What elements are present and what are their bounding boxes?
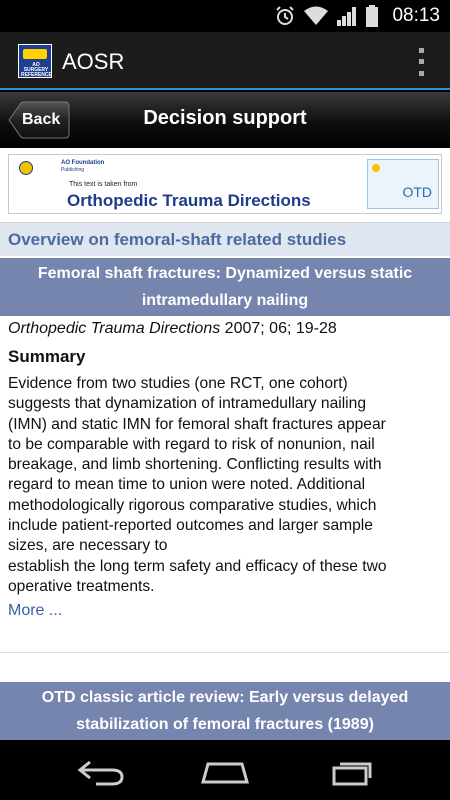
summary-heading: Summary	[8, 347, 86, 366]
back-nav-icon[interactable]	[76, 758, 126, 786]
home-nav-icon[interactable]	[200, 758, 250, 786]
nav-header	[0, 92, 450, 148]
summary-line: to be comparable with regard to risk of nonunion, nail	[8, 435, 375, 453]
divider	[0, 652, 450, 653]
summary-line: establish the long term safety and efficacy of these two	[8, 557, 387, 575]
banner-org: AO Foundation	[61, 160, 105, 166]
status-time: 08:13	[392, 5, 440, 26]
summary-line: methodologically rigorous comparative studies, which	[8, 496, 377, 514]
page-title: Decision support	[143, 107, 307, 129]
system-nav-bar	[0, 740, 450, 800]
app-bar	[0, 32, 450, 90]
journal-banner	[8, 154, 442, 214]
article-title-line: Femoral shaft fractures: Dynamized versus static	[37, 265, 413, 282]
article-title-line: intramedullary nailing	[141, 292, 309, 309]
summary-line: suggests that dynamization of intramedullary nailing	[8, 395, 366, 413]
content-area[interactable]	[0, 148, 450, 740]
banner-publishing: Publishing	[61, 167, 85, 173]
citation-details: 2007; 06; 19-28	[220, 320, 337, 337]
banner-taken-from: This text is taken from	[69, 181, 138, 188]
summary-line: breakage, and limb shortening. Conflicting results with	[8, 456, 382, 474]
journal-cover-image	[367, 159, 439, 209]
app-title: AOSR	[62, 49, 125, 74]
summary-line: operative treatments.	[8, 577, 155, 595]
article-title[interactable]	[0, 682, 450, 740]
ao-foundation-logo-icon	[19, 161, 33, 175]
summary-line: Evidence from two studies (one RCT, one cohort)	[8, 375, 348, 392]
section-header	[0, 222, 450, 256]
summary-line: sizes, are necessary to	[8, 537, 168, 555]
article-title[interactable]	[0, 258, 450, 316]
cover-label: OTD	[402, 184, 432, 200]
recents-nav-icon[interactable]	[328, 758, 378, 786]
article-title-line: OTD classic article review: Early versus delayed	[41, 689, 409, 706]
wifi-icon	[304, 6, 328, 26]
summary-line: regard to mean time to union were noted. Additional	[8, 476, 366, 494]
signal-icon	[336, 6, 358, 26]
back-button-label: Back	[22, 111, 61, 128]
section-header-text: Overview on femoral-shaft related studies	[8, 230, 347, 249]
overflow-menu-icon[interactable]	[414, 45, 428, 79]
banner-journal-title: Orthopedic Trauma Directions	[67, 191, 311, 210]
app-logo: AO SURGERY REFERENCE	[18, 44, 52, 78]
alarm-icon	[274, 5, 296, 27]
summary-body	[8, 374, 448, 597]
more-link[interactable]: More ...	[8, 602, 63, 619]
status-icons	[274, 4, 378, 28]
citation-journal: Orthopedic Trauma Directions	[8, 320, 221, 337]
summary-line: (IMN) and static IMN for femoral shaft fractures appear	[8, 415, 386, 433]
battery-icon	[366, 5, 378, 27]
article-title-line: stabilization of femoral fractures (1989)	[76, 716, 374, 733]
status-bar	[0, 0, 450, 32]
article-citation	[8, 320, 337, 338]
summary-line: include patient-reported outcomes and larger sample	[8, 517, 373, 535]
